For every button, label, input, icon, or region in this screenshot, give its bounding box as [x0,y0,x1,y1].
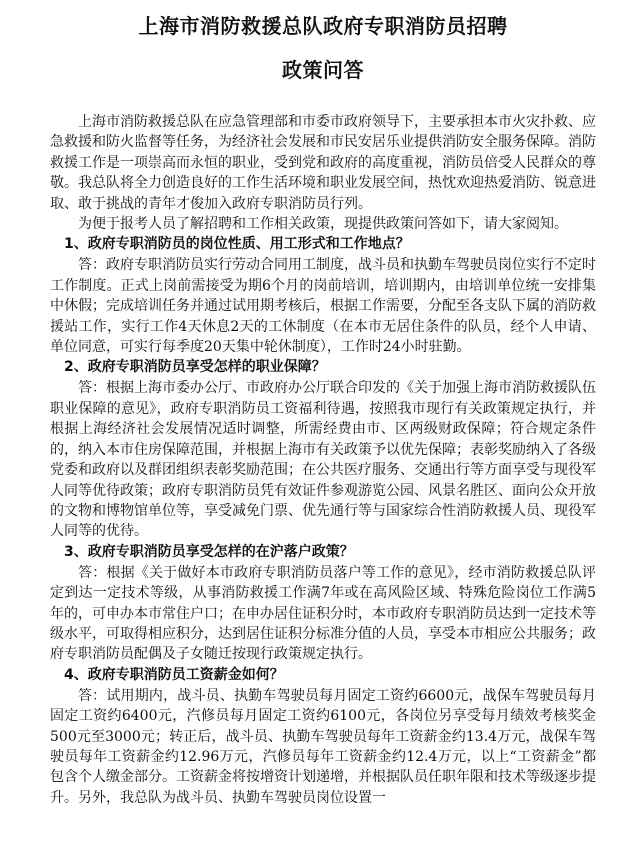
question-4-heading: 4、政府专职消防员工资薪金如何？ [64,666,284,683]
question-3-heading: 3、政府专职消防员享受怎样的在沪落户政策？ [64,543,354,560]
document-subtitle: 政策问答 [282,58,364,82]
question-2-heading: 2、政府专职消防员享受怎样的职业保障？ [64,359,326,376]
intro-paragraph-2: 为便于报考人员了解招聘和工作相关政策，现提供政策问答如下，请大家阅知。 [78,216,568,233]
answer-3-paragraph: 答：根据《关于做好本市政府专职消防员落户等工作的意见》，经市消防救援总队评定到达一定技术等级，从事消防救援工作满7年或在高风险区域、特殊危险岗位工作满5年的，可申办本市常住户口；在申办居住证积分时，本市政府专职消防员达到一定技术等级水平，可取得相应积分，达到居住证积分标准分值的人员，享受本市相应公共服务；政府专职消防员配偶及子女随迁按现行政策规定执行。 [50,564,596,663]
answer-1-paragraph: 答：政府专职消防员实行劳动合同用工制度，战斗员和执勤车驾驶员岗位实行不定时工作制度。正式上岗前需接受为期6个月的岗前培训，培训期内，由培训单位统一安排集中休假；完成培训任务并通过试用期考核后，根据工作需要，分配至各支队下属的消防救援站工作，实行工作4天休息2天的工休制度（在本市无居住条件的队员，经个人申请、单位同意，可实行每季度20天集中轮休制度），工作时24小时驻勤。 [50,257,596,356]
intro-paragraph: 上海市消防救援总队在应急管理部和市委市政府领导下，主要承担本市火灾扑救、应急救援和防火监督等任务，为经济社会发展和市民安居乐业提供消防安全服务保障。消防救援工作是一项崇高而永恒的职业，受到党和政府的高度重视，消防员倍受人民群众的尊敬。我总队将全力创造良好的工作生活环境和职业发展空间，热忱欢迎热爱消防、锐意进取、敢于挑战的青年才俊加入政府专职消防员行列。 [50,114,596,212]
document-title: 上海市消防救援总队政府专职消防员招聘 [138,14,508,38]
answer-2-paragraph: 答：根据上海市委办公厅、市政府办公厅联合印发的《关于加强上海市消防救援队伍职业保障的意见》，政府专职消防员工资福利待遇，按照我市现行有关政策规定执行，并根据上海经济社会发展情况适时调整，所需经费由市、区两级财政保障；符合规定条件的，纳入本市住房保障范围，并根据上海市有关政策予以优先保障；表彰奖励纳入了各级党委和政府以及群团组织表彰奖励范围；在公共医疗服务、交通出行等方面享受与现役军人同等优待政策；政府专职消防员凭有效证件参观游览公园、风景名胜区、面向公众开放的文物和博物馆单位等，享受减免门票、优先通行等与国家综合性消防救援人员、现役军人同等的优待。 [50,380,596,540]
answer-4-paragraph: 答：试用期内，战斗员、执勤车驾驶员每月固定工资约6600元，战保车驾驶员每月固定工资约6400元，汽修员每月固定工资约6100元，各岗位另享受每月绩效考核奖金500元至3000元；转正后，战斗员、执勤车驾驶员每年工资薪金约13.4万元，战保车驾驶员每年工资薪金约12.96万元，汽修员每年工资薪金约12.4万元，以上“工资薪金”都包含个人缴金部分。工资薪金将按增资计划递增，并根据队员任职年限和技术等级逐步提升。另外，我总队为战斗员、执勤车驾驶员岗位设置一 [50,687,596,806]
question-1-heading: 1、政府专职消防员的岗位性质、用工形式和工作地点？ [64,236,410,253]
